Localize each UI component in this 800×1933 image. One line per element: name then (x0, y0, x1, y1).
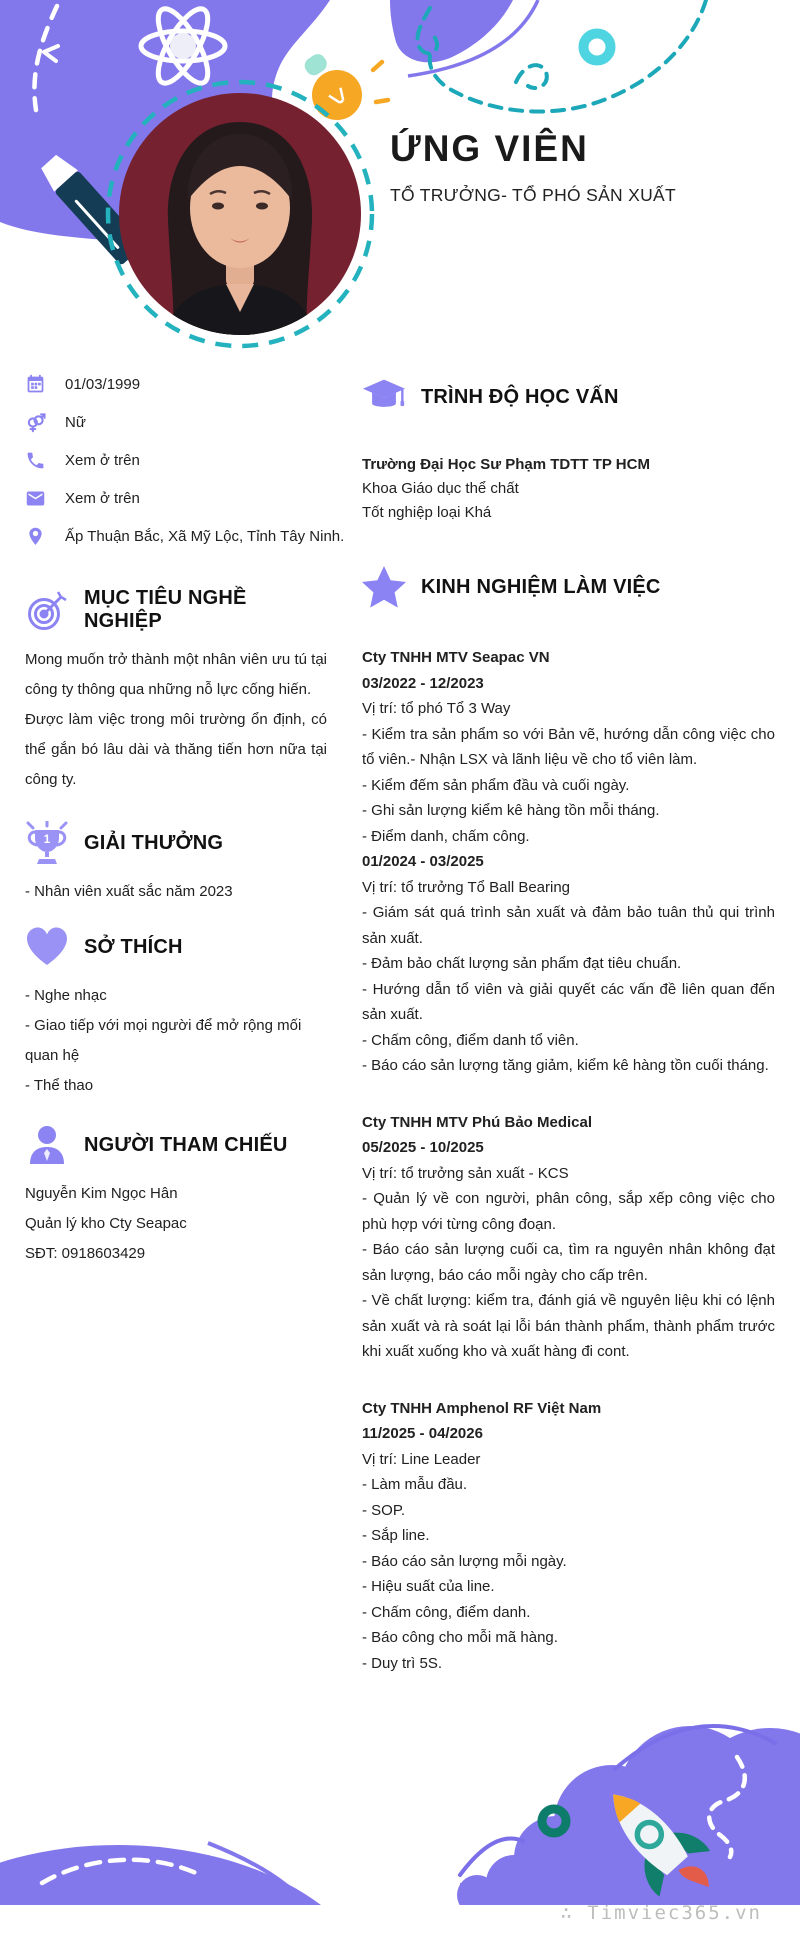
experience-line: - Kiểm đếm sản phẩm đầu và cuối ngày. (362, 776, 630, 794)
page-subtitle: TỔ TRƯỞNG- TỔ PHÓ SẢN XUẤT (390, 185, 677, 205)
experience-line: - Báo cáo sản lượng cuối ca, tìm ra nguyên nhân không đạt sản lượng, báo cáo mỗi ngày cho cấp trên. (362, 1241, 775, 1284)
award-item: - Nhân viên xuất sắc năm 2023 (25, 883, 233, 900)
experience-line: - Chấm công, điểm danh. (362, 1603, 531, 1621)
graduation-cap-icon (362, 375, 406, 419)
hobby-item: - Nghe nhạc (25, 987, 107, 1004)
education-line: Khoa Giáo dục thể chất (362, 480, 519, 497)
experience-line: - Giám sát quá trình sản xuất và đảm bảo tuân thủ qui trình sản xuất. (362, 904, 775, 947)
phone-icon (25, 450, 46, 471)
section-awards-header (25, 821, 327, 865)
page-title: ỨNG VIÊN (390, 128, 589, 169)
experience-line: - Báo cáo sản lượng mỗi ngày. (362, 1552, 567, 1570)
left-column (25, 368, 345, 1269)
experience-line: Vị trí: tổ trưởng sản xuất - KCS (362, 1164, 569, 1182)
target-icon (25, 588, 69, 632)
experience-line: Cty TNHH Amphenol RF Việt Nam (362, 1399, 602, 1417)
watermark: ∴ Timviec365.vn (560, 1902, 762, 1924)
section-hobbies-header (25, 925, 327, 969)
reference-line: Quản lý kho Cty Seapac (25, 1215, 187, 1232)
experience-line: - Quản lý về con người, phân công, sắp xếp công việc cho phù hợp với từng công đoạn. (362, 1190, 775, 1233)
experience-line: - Đảm bảo chất lượng sản phẩm đạt tiêu chuẩn. (362, 955, 682, 972)
location-icon (25, 526, 46, 547)
address-value: Ấp Thuận Bắc, Xã Mỹ Lộc, Tỉnh Tây Ninh. (65, 528, 345, 545)
personal-info-list (25, 374, 345, 547)
awards-list (25, 877, 327, 907)
experience-line: 03/2022 - 12/2023 (362, 674, 484, 692)
experience-line: - Sắp line. (362, 1527, 430, 1544)
experience-line: - Ghi sản lượng kiểm kê hàng tồn mỗi tháng. (362, 802, 660, 819)
info-row-phone (25, 450, 327, 471)
section-references-header (25, 1123, 327, 1167)
teal-ring-icon (584, 34, 611, 61)
experience-line: - SOP. (362, 1501, 406, 1519)
section-references-title: NGƯỜI THAM CHIẾU (84, 1133, 288, 1156)
references-list (25, 1179, 327, 1269)
calendar-icon (25, 374, 46, 395)
experience-line: 01/2024 - 03/2025 (362, 853, 484, 870)
experience-line: 05/2025 - 10/2025 (362, 1139, 484, 1156)
avatar (104, 78, 376, 350)
section-awards-title: GIẢI THƯỞNG (84, 831, 224, 854)
section-education-title: TRÌNH ĐỘ HỌC VẤN (421, 385, 619, 408)
section-objective-title: MỤC TIÊU NGHỀ NGHIỆP (84, 587, 247, 632)
experience-line: - Báo cáo sản lượng tăng giảm, kiểm kê hàng tồn cuối tháng. (362, 1057, 769, 1074)
experience-line: - Điểm danh, chấm công. (362, 827, 530, 845)
experience-line: - Kiểm tra sản phẩm so với Bản vẽ, hướng dẫn công việc cho tổ viên.- Nhận LSX và lãnh liệu về cho tổ viên làm. (362, 725, 775, 768)
purple-lobe (390, 0, 513, 62)
education-line: Tốt nghiệp loại Khá (362, 504, 492, 521)
experience-line: - Báo công cho mỗi mã hàng. (362, 1629, 558, 1646)
experience-line: - Hướng dẫn tổ viên và giải quyết các vấn đề liên quan đến sản xuất. (362, 980, 775, 1023)
footer-decoration (0, 1683, 800, 1933)
hobbies-list (25, 981, 327, 1101)
experience-entries (362, 645, 775, 1676)
experience-line: Vị trí: tổ trưởng Tổ Ball Bearing (362, 878, 571, 896)
experience-line: - Chấm công, điểm danh tổ viên. (362, 1031, 579, 1049)
objective-paragraph: Được làm việc trong môi trường ổn định, có thể gắn bó lâu dài và thăng tiến hơn nữa tại công ty. (25, 711, 327, 788)
svg-text:1: 1 (43, 832, 51, 846)
experience-line: Vị trí: tổ phó Tổ 3 Way (362, 700, 511, 717)
experience-line: Cty TNHH MTV Phú Bảo Medical (362, 1113, 593, 1131)
heart-icon (25, 925, 69, 969)
info-row-address (25, 526, 345, 547)
info-row-email (25, 488, 327, 509)
person-icon (25, 1123, 69, 1167)
section-hobbies-title: SỞ THÍCH (84, 935, 183, 958)
info-row-birthday (25, 374, 327, 395)
email-value: Xem ở trên (65, 490, 140, 507)
gender-icon (25, 412, 46, 433)
title-block (390, 128, 676, 206)
reference-line: Nguyễn Kim Ngọc Hân (25, 1185, 178, 1202)
objective-paragraph: Mong muốn trở thành một nhân viên ưu tú tại công ty thông qua những nỗ lực cống hiến. (25, 651, 327, 698)
section-objective-header (25, 587, 327, 633)
hobby-item: - Giao tiếp với mọi người để mở rộng mối quan hệ (25, 1017, 302, 1064)
experience-line: - Hiệu suất của line. (362, 1578, 495, 1595)
section-experience-title: KINH NGHIỆM LÀM VIỆC (421, 575, 661, 598)
experience-line: - Duy trì 5S. (362, 1654, 443, 1672)
section-education-header (362, 375, 775, 419)
education-school: Trường Đại Học Sư Phạm TDTT TP HCM (362, 456, 650, 473)
trophy-icon (25, 821, 69, 865)
experience-line: - Làm mẫu đầu. (362, 1476, 468, 1493)
email-icon (25, 488, 46, 509)
reference-line: SĐT: 0918603429 (25, 1245, 146, 1262)
section-experience-header (362, 565, 775, 609)
right-column (362, 375, 775, 1676)
profile-photo (104, 78, 376, 350)
experience-line: - Về chất lượng: kiểm tra, đánh giá về nguyên liệu khi có lệnh sản xuất và rà soát lại lỗi bán thành phẩm, thành phẩm trước khi xuất xuống kho và xuất hàng đi cont. (362, 1292, 775, 1360)
experience-line: Vị trí: Line Leader (362, 1450, 481, 1468)
education-entry (362, 453, 775, 525)
star-icon (362, 565, 406, 609)
info-row-gender (25, 412, 327, 433)
experience-line: Cty TNHH MTV Seapac VN (362, 649, 550, 666)
birthday-value: 01/03/1999 (65, 376, 141, 393)
hobby-item: - Thể thao (25, 1077, 94, 1094)
experience-line: 11/2025 - 04/2026 (362, 1425, 483, 1442)
gender-value: Nữ (65, 414, 86, 431)
phone-value: Xem ở trên (65, 452, 140, 469)
